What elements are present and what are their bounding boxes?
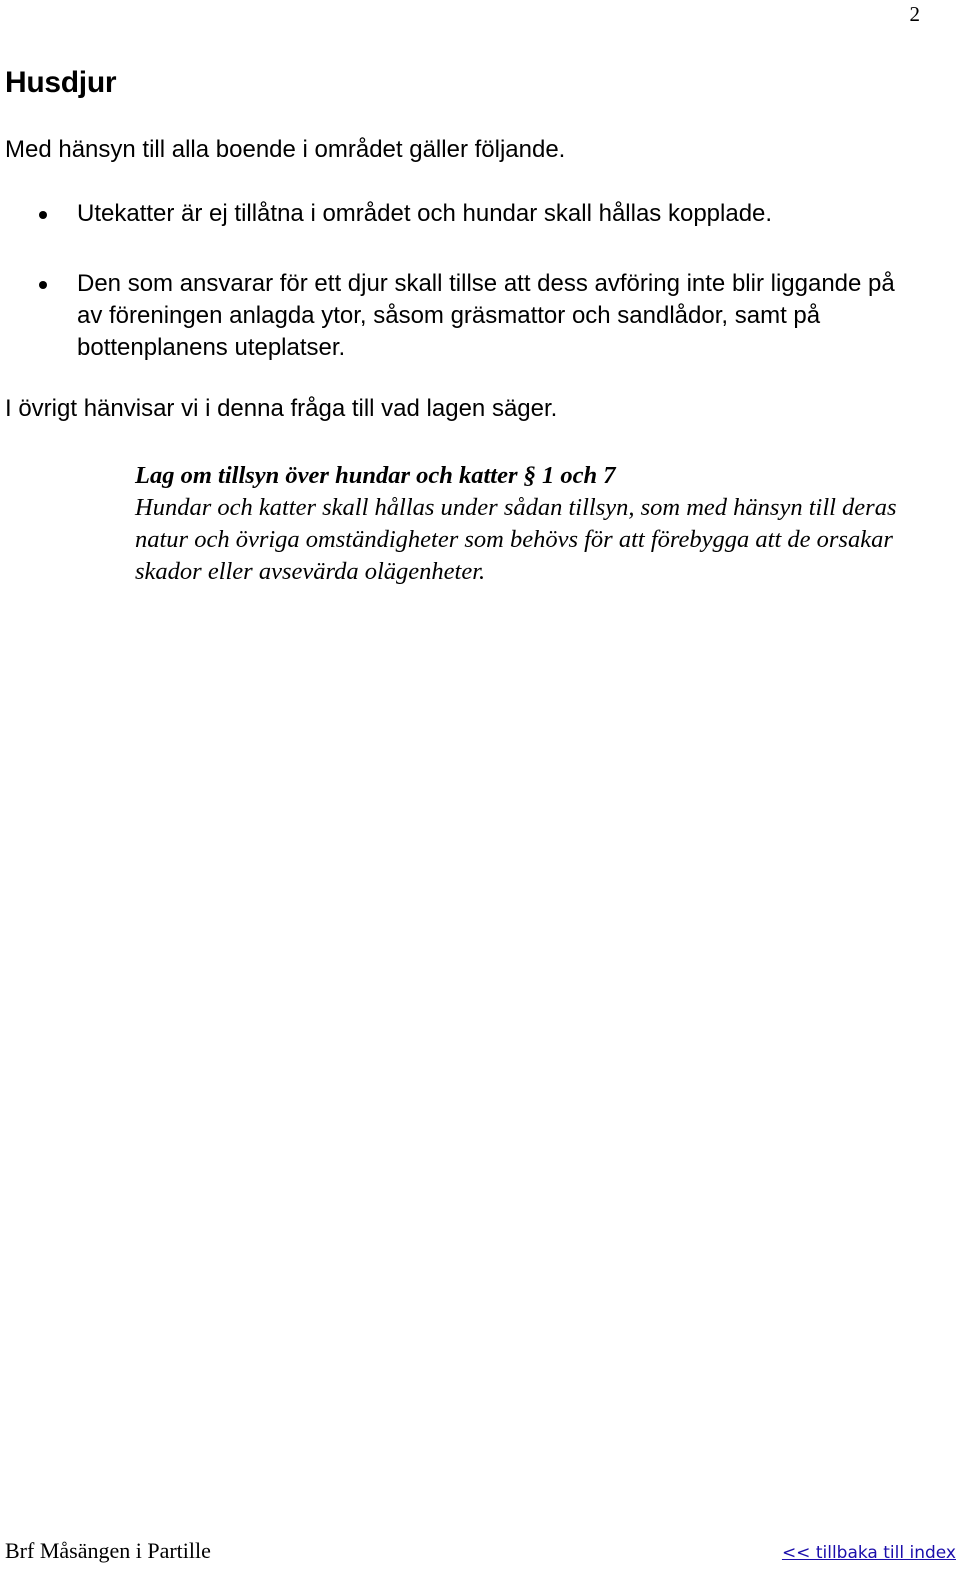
list-item (0, 198, 900, 230)
law-quote-body: Hundar och katter skall hållas under sådan tillsyn, som med hänsyn till deras natur och övriga omständigheter som behövs för att förebygga att de orsakar skador eller avsevärda olägenheter. (135, 494, 897, 585)
list-item-text: Den som ansvarar för ett djur skall tillse att dess avföring inte blir liggande på av föreningen anlagda ytor, såsom gräsmattor och sandlådor, samt på bottenplanens uteplatser. (77, 270, 895, 361)
law-reference-note: I övrigt hänvisar vi i denna fråga till vad lagen säger. (5, 395, 558, 422)
page-title: Husdjur (5, 66, 117, 99)
list-item (0, 268, 900, 364)
law-quote (135, 460, 935, 588)
list-item-text: Utekatter är ej tillåtna i området och hundar skall hållas kopplade. (77, 200, 773, 227)
back-to-index-link[interactable]: << tillbaka till index (781, 1543, 956, 1563)
law-quote-heading: Lag om tillsyn över hundar och katter § 1 och 7 (135, 462, 616, 489)
page-number: 2 (909, 2, 920, 26)
intro-text: Med hänsyn till alla boende i området gäller följande. (5, 136, 566, 163)
rules-list (0, 198, 900, 402)
bullet-icon (39, 281, 47, 289)
footer-org-name: Brf Måsängen i Partille (5, 1538, 211, 1563)
bullet-icon (39, 211, 47, 219)
